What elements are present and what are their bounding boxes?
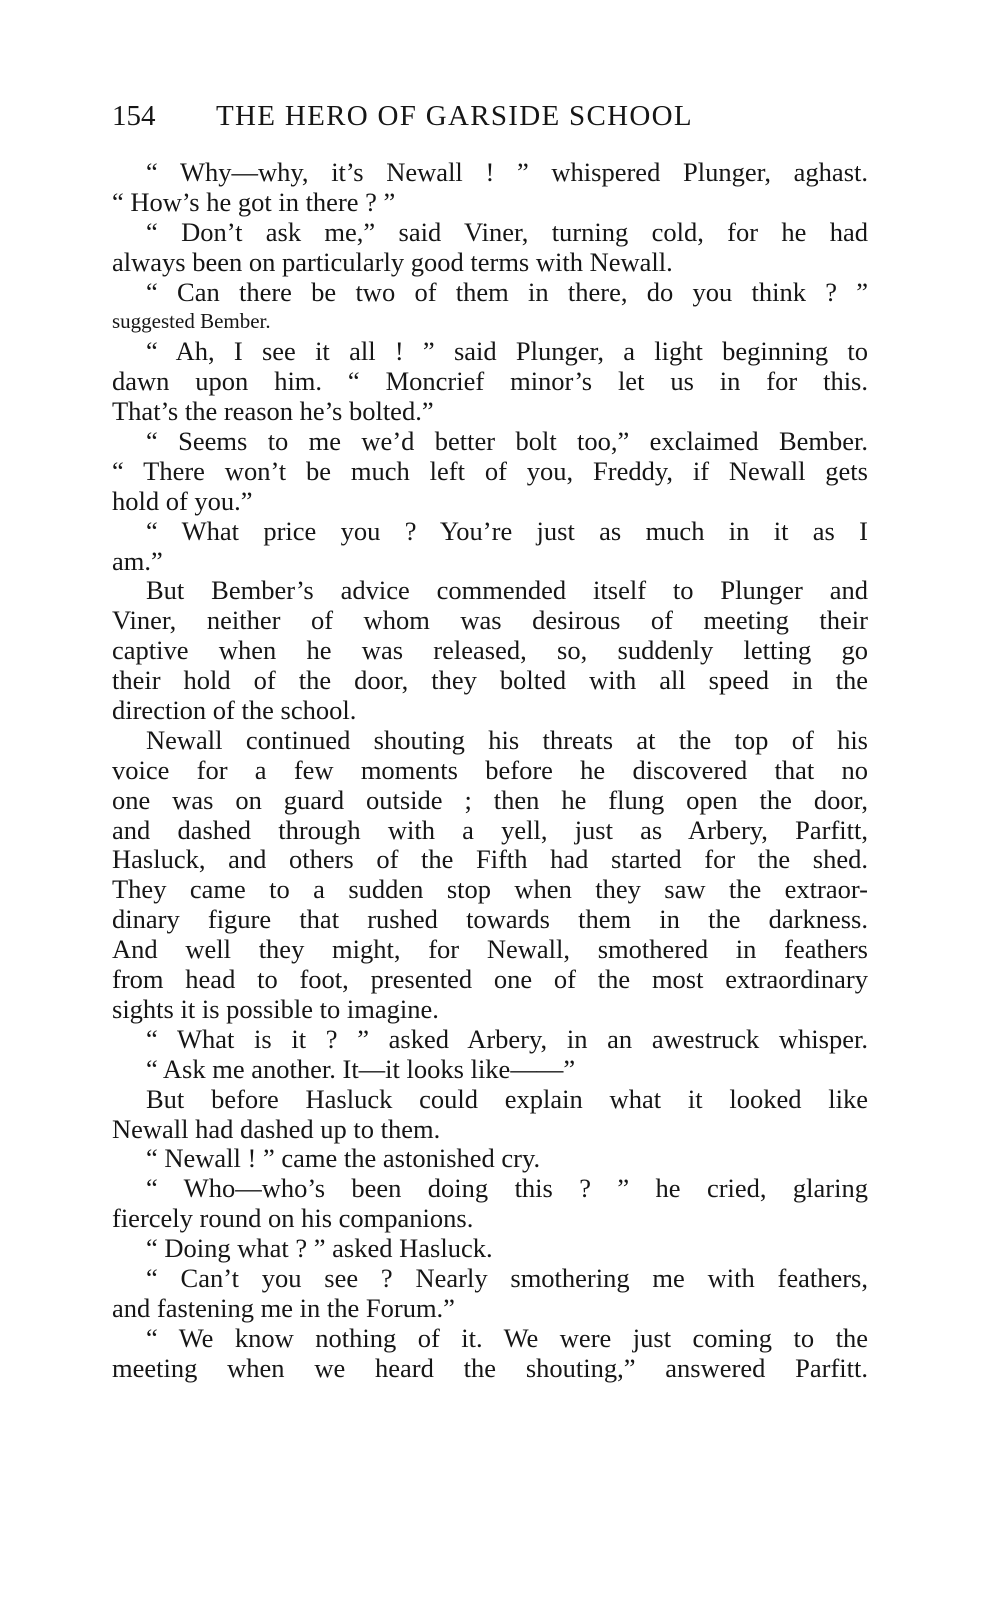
text-line: Hasluck, and others of the Fifth had started for the shed. [112,844,868,875]
text-line: “ We know nothing of it. We were just coming to the [146,1322,868,1353]
text-line: Newall had dashed up to them. [112,1113,441,1144]
text-line: They came to a sudden stop when they saw the extraor- [112,874,868,905]
text-line: “ Can there be two of them in there, do you think ? ” [146,276,868,307]
text-line: dawn upon him. “ Moncrief minor’s let us in for this. [112,366,868,397]
text-line: “ Ask me another. It—it looks like——” [146,1053,576,1084]
text-line: suggested Bember. [112,309,271,334]
text-line: That’s the reason he’s bolted.” [112,396,434,427]
text-line: “ Ah, I see it all ! ” said Plunger, a light beginning to [146,336,868,367]
text-line: “ Can’t you see ? Nearly smothering me with feathers, [146,1262,868,1293]
text-line: Newall continued shouting his threats at the top of his [146,724,868,755]
text-line: But Bember’s advice commended itself to Plunger and [146,575,868,606]
text-line: “ There won’t be much left of you, Freddy, if Newall gets [112,455,868,486]
page-number: 154 [112,100,156,132]
body-text [112,158,868,1384]
text-line: And well they might, for Newall, smothered in feathers [112,934,868,965]
text-line: and fastening me in the Forum.” [112,1292,455,1323]
text-line: “ What price you ? You’re just as much in it as I [146,515,868,546]
text-line: “ Doing what ? ” asked Hasluck. [146,1233,493,1264]
text-line: am.” [112,545,163,576]
text-line: their hold of the door, they bolted with all speed in the [112,665,868,696]
text-line: fiercely round on his companions. [112,1203,474,1234]
text-line: “ How’s he got in there ? ” [112,186,396,217]
text-line: one was on guard outside ; then he flung open the door, [112,784,868,815]
text-line: hold of you.” [112,485,253,516]
page-header [112,96,872,136]
running-title: THE HERO OF GARSIDE SCHOOL [216,100,693,132]
text-line: “ Who—who’s been doing this ? ” he cried, glaring [146,1173,868,1204]
text-line: sights it is possible to imagine. [112,993,439,1024]
text-line: Viner, neither of whom was desirous of meeting their [112,605,868,636]
text-line: But before Hasluck could explain what it looked like [146,1083,868,1114]
text-line: dinary figure that rushed towards them in the darkness. [112,904,868,935]
text-line: voice for a few moments before he discovered that no [112,754,868,785]
text-line: “ Don’t ask me,” said Viner, turning cold, for he had [146,216,868,247]
text-line: and dashed through with a yell, just as Arbery, Parfitt, [112,814,868,845]
text-line: “ What is it ? ” asked Arbery, in an awestruck whisper. [146,1023,868,1054]
text-line: direction of the school. [112,695,357,726]
text-line: “ Newall ! ” came the astonished cry. [146,1143,541,1174]
text-line: meeting when we heard the shouting,” answered Parfitt. [112,1352,868,1383]
text-line: from head to foot, presented one of the most extraordinary [112,964,868,995]
text-line: “ Seems to me we’d better bolt too,” exclaimed Bember. [146,426,868,457]
text-line: captive when he was released, so, suddenly letting go [112,635,868,666]
text-line: “ Why—why, it’s Newall ! ” whispered Plunger, aghast. [146,157,868,187]
text-line: always been on particularly good terms with Newall. [112,246,673,277]
